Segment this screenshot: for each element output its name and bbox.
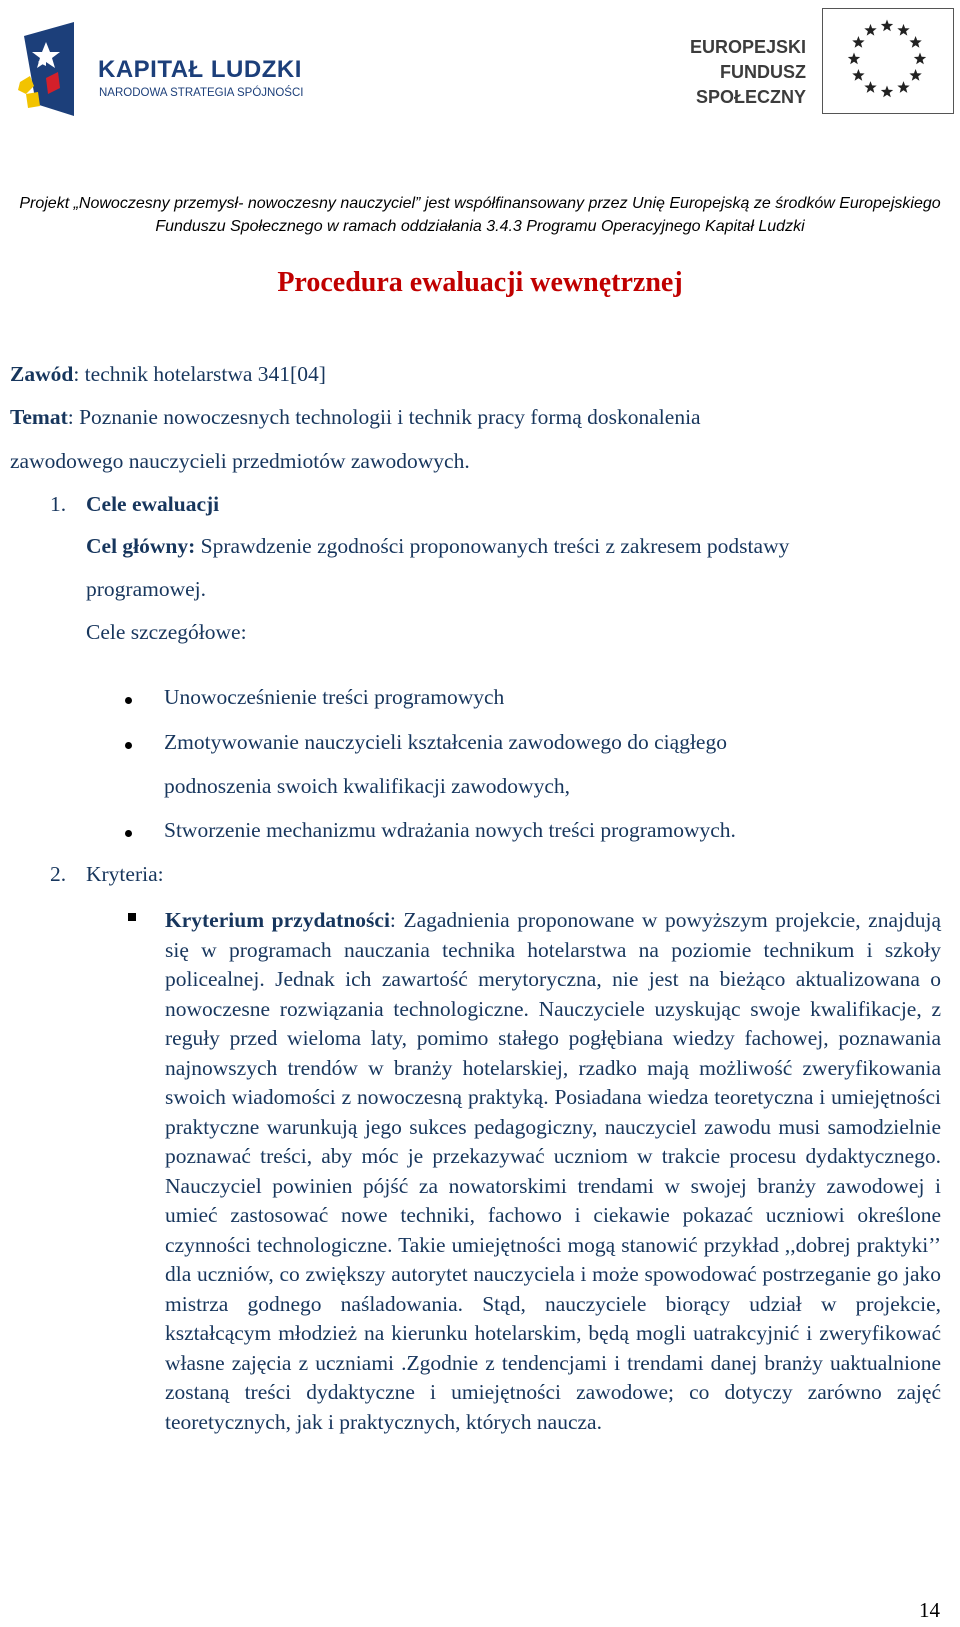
specific-goal-item-2: Zmotywowanie nauczycieli kształcenia zawodowego do ciągłego [164, 730, 727, 754]
specific-goal-item-3: Stworzenie mechanizmu wdrażania nowych treści programowych. [164, 818, 736, 842]
section-1-number: 1. [50, 492, 67, 516]
specific-goal-item-1: Unowocześnienie treści programowych [164, 685, 505, 709]
eu-star-icon [897, 24, 909, 36]
page-header [0, 0, 960, 235]
efs-logo-text [620, 35, 806, 110]
profession-label: Zawód [10, 362, 74, 386]
eu-star-icon [852, 69, 864, 81]
kapital-ludzki-logo [16, 22, 316, 118]
kapital-ludzki-emblem-icon [16, 22, 78, 116]
specific-goals-label: Cele szczegółowe: [86, 620, 247, 644]
kapital-ludzki-subtitle: NARODOWA STRATEGIA SPÓJNOŚCI [99, 87, 304, 99]
kapital-ludzki-title: KAPITAŁ LUDZKI [98, 56, 302, 83]
eu-stars-icon [823, 9, 952, 112]
document-title: Procedura ewaluacji wewnętrznej [277, 267, 683, 298]
criterion-paragraph [165, 906, 941, 1437]
bullet-icon [125, 742, 132, 749]
eu-star-icon [897, 81, 909, 93]
eu-star-icon [909, 69, 921, 81]
profession-value: : technik hotelarstwa 341[04] [73, 362, 326, 386]
criterion-text: : Zagadnienia proponowane w powyższym projekcie, znajdują się w programach nauczania technika hotelarstwa na poziomie technikum i szkoły policealnej. Jednak ich zawartość merytoryczna, nie jest na bieżąco aktualizowana o nowoczesne rozwiązania technologiczne. Nauczyciele uzyskując swoje kwalifikacje, z reguły przed wieloma laty, pomimo stałego pogłębiana wiedzy fachowej, poznawania najnowszych trendów w branży hotelarskiej, rzadko mają możliwość zweryfikowania swoich wiadomości z nowoczesną praktyką. Posiadana wiedza teoretyczna i umiejętności praktyczne warunkują jego sukces pedagogiczny, nauczyciel zawodu musi samodzielnie poznawać treści, aby móc je przekazywać uczniom w trakcie procesu dydaktycznego. Nauczyciel powinien pójść za nowatorskimi trendami w swojej branży zawodowej i umieć zastosować nowe techniki, fachowo i ciekawie pokazać uczniowi określone czynności technologiczne. Takie umiejętności mogą stanowić przykład ,,dobrej praktyki’’ dla uczniów, co zwiększy autorytet nauczyciela i może spowodować postrzeganie go jako mistrza godnego naśladowania. Stąd, nauczyciele biorący udział w projekcie, kształcącym młodzież na kierunku hotelarskim, będą mogli uatrakcyjnić i zweryfikować własne zajęcia z uczniami .Zgodnie z tendencjami i trendami danej branży uaktualnione zostaną treści dydaktyczne i umiejętności zawodowe; co dotyczy zarówno zajęć teoretycznych, jak i praktycznych, których naucza. [165, 908, 941, 1434]
topic-line-1 [10, 405, 701, 430]
eu-flag-logo [822, 8, 954, 114]
topic-line-2: zawodowego nauczycieli przedmiotów zawodowych. [10, 449, 470, 473]
efs-line-2: FUNDUSZ SPOŁECZNY [695, 62, 806, 107]
eu-star-icon [881, 86, 893, 98]
section-1-title: Cele ewaluacji [86, 492, 220, 516]
eu-star-icon [864, 81, 876, 93]
project-note-line-1: Projekt „Nowoczesny przemysł- nowoczesny nauczyciel” jest współfinansowany przez Unię Europejską ze środków Europejskiego [19, 195, 941, 212]
main-goal-line-1 [86, 534, 789, 559]
eu-star-icon [909, 36, 921, 48]
eu-star-icon [852, 36, 864, 48]
main-goal-text-1: Sprawdzenie zgodności proponowanych treści z zakresem podstawy [195, 534, 790, 558]
main-goal-line-2: programowej. [86, 577, 207, 601]
page-number: 14 [919, 1598, 940, 1622]
square-bullet-icon [128, 913, 136, 921]
bullet-icon [125, 830, 132, 837]
project-cofinancing-note [0, 192, 960, 238]
eu-star-icon [914, 53, 926, 65]
eu-star-icon [848, 53, 860, 65]
specific-goal-item-2-cont: podnoszenia swoich kwalifikacji zawodowych, [164, 774, 570, 798]
section-2-number: 2. [50, 862, 67, 886]
eu-star-icon [864, 24, 876, 36]
profession-line [10, 362, 326, 387]
topic-label: Temat [10, 405, 68, 429]
criterion-label: Kryterium przydatności [165, 908, 390, 932]
topic-value-line-1: : Poznanie nowoczesnych technologii i technik pracy formą doskonalenia [67, 405, 701, 429]
project-note-line-2: Funduszu Społecznego w ramach oddziałania 3.4.3 Programu Operacyjnego Kapitał Ludzki [155, 218, 805, 235]
efs-line-1: EUROPEJSKI [689, 37, 806, 57]
main-goal-label: Cel główny: [86, 534, 196, 558]
section-2-title: Kryteria: [86, 862, 164, 886]
bullet-icon [125, 697, 132, 704]
eu-star-icon [881, 20, 893, 32]
